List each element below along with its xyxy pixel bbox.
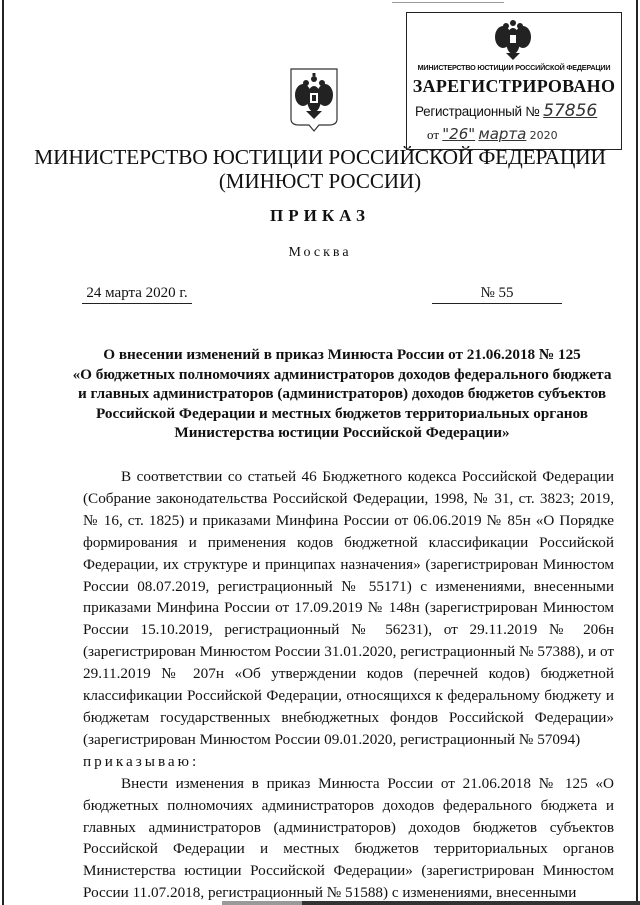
scan-right-edge xyxy=(636,0,638,905)
document-type: ПРИКАЗ xyxy=(270,206,370,225)
coat-of-arms-icon xyxy=(289,67,339,133)
stamp-reg-number-handwritten: 57856 xyxy=(543,101,598,121)
stamp-date-year: 2020 xyxy=(529,129,558,142)
ministry-name: МИНИСТЕРСТВО ЮСТИЦИИ РОССИЙСКОЙ ФЕДЕРАЦИИ xyxy=(34,145,606,169)
stamp-ministry: МИНИСТЕРСТВО ЮСТИЦИИ РОССИЙСКОЙ ФЕДЕРАЦИИ xyxy=(417,63,611,72)
preamble-paragraph: В соответствии со статьей 46 Бюджетного кодекса Российской Федерации (Собрание законодательства Российской Федерации, 1998, № 31, ст. 3823; 2019, № 16, ст. 1825) и приказами Минфина России от 06.06.2019 № 85н «О Порядке формирования и применения кодов бюджетной классификации Российской Федерации, их структуре и принципах назначения» (зарегистрирован Минюстом России 08.07.2019, регистрационный № 55171) с изменениями, внесенными приказами Минфина России от 17.09.2019 № 148н (зарегистрирован Минюстом России 15.10.2019, регистрационный № 56231), от 29.11.2019 № 206н (зарегистрирован Минюстом России 31.01.2020, регистрационный № 57388), и от 29.11.2019 № 207н «Об утверждении кодов (перечней кодов) бюджетной классификации Российской Федерации, относящихся к федеральному бюджету и бюджетам государственных внебюджетных фондов Российской Федерации» (зарегистрирован Минюстом России 09.01.2020, регистрационный № 57094) xyxy=(83,468,614,748)
stamp-date xyxy=(427,125,558,143)
title-line: «О бюджетных полномочиях администраторов доходов федерального бюджета xyxy=(72,365,612,383)
stamp-date-day: "26" xyxy=(442,125,476,143)
stamp-reg-label: Регистрационный № xyxy=(415,104,540,119)
order-title xyxy=(72,345,612,443)
stamp-status: ЗАРЕГИСТРИРОВАНО xyxy=(412,76,616,96)
order-word: приказываю: xyxy=(83,752,200,770)
stamp-registration-number xyxy=(415,101,597,121)
stamp-date-prefix: от xyxy=(427,127,440,142)
order-paragraph: Внести изменения в приказ Минюста России от 21.06.2018 № 125 «О бюджетных полномочиях администраторов доходов федерального бюджета и главных администраторов (администраторов) доходов бюджетов субъектов Российской Федерации и местных бюджетов территориальных органов Министерства юстиции Российской Федерации» (зарегистрирован Минюстом России 11.07.2018, регистрационный № 51588) с изменениями, внесенными xyxy=(83,774,614,902)
title-line: и главных администраторов (администраторов) доходов бюджетов субъектов xyxy=(77,385,607,402)
city: Москва xyxy=(288,245,352,260)
stamp-coat-of-arms-icon xyxy=(491,17,535,61)
registration-stamp xyxy=(406,12,622,150)
title-line: Министерства юстиции Российской Федерации» xyxy=(174,424,510,441)
scan-top-line xyxy=(392,2,504,3)
order-body xyxy=(83,466,614,904)
stamp-date-month: марта xyxy=(478,125,527,143)
order-number: № 55 xyxy=(432,285,562,304)
scan-left-edge xyxy=(2,0,4,905)
title-line: О внесении изменений в приказ Минюста России от 21.06.2018 № 125 xyxy=(103,346,581,363)
ministry-short-name: (МИНЮСТ РОССИИ) xyxy=(218,169,422,193)
order-date: 24 марта 2020 г. xyxy=(82,285,192,304)
title-line: Российской Федерации и местных бюджетов территориальных органов xyxy=(96,404,588,422)
